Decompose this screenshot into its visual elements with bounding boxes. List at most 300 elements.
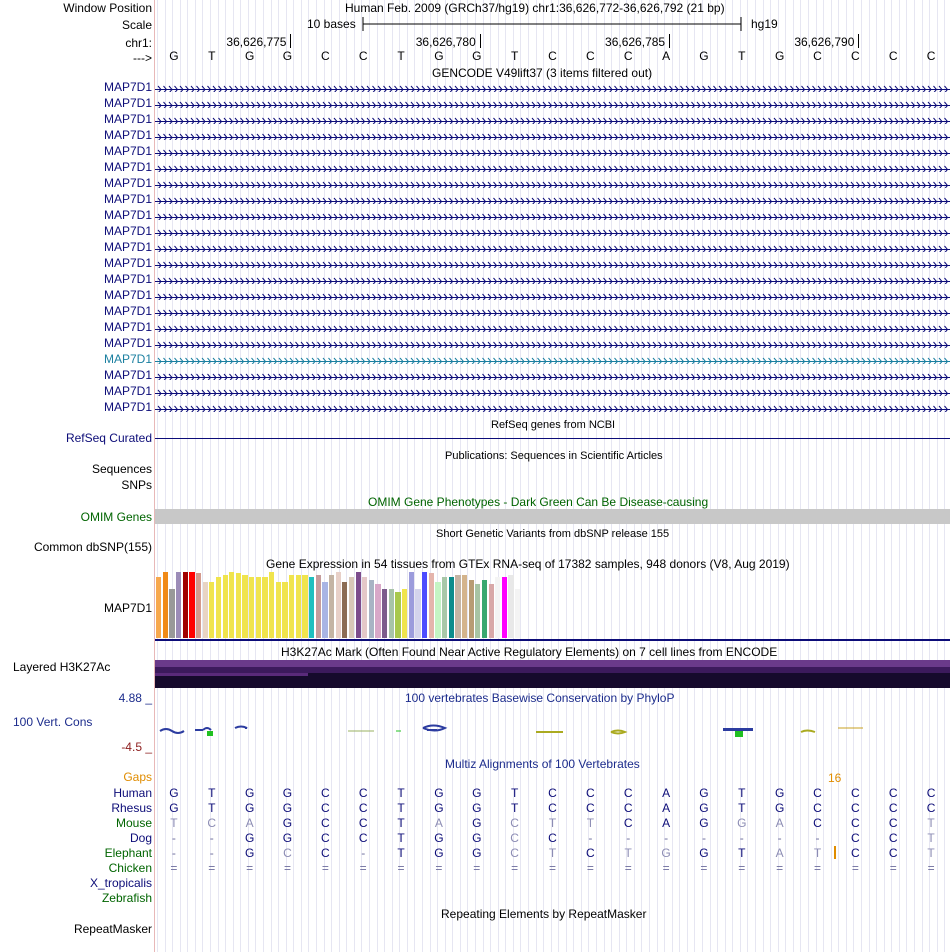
alignment-base: C — [586, 786, 595, 800]
gtex-tissue-bar[interactable] — [176, 572, 181, 638]
gencode-transcript[interactable] — [155, 115, 950, 124]
alignment-base: G — [699, 801, 709, 815]
gencode-transcript[interactable] — [155, 195, 950, 204]
gtex-bars[interactable] — [155, 572, 950, 638]
chrom-label: chr1: — [125, 36, 152, 50]
gtex-tissue-bar[interactable] — [289, 575, 294, 638]
gtex-tissue-bar[interactable] — [422, 572, 427, 638]
gridline — [271, 0, 272, 952]
gencode-gene-label[interactable]: MAP7D1 — [103, 368, 152, 382]
refseq-title: RefSeq genes from NCBI — [491, 419, 616, 431]
gridline — [233, 0, 234, 952]
species-label[interactable]: Dog — [129, 831, 152, 845]
alignment-base: G — [472, 801, 482, 815]
species-label[interactable]: Zebrafish — [101, 891, 152, 905]
alignment-base: C — [358, 786, 368, 800]
sequence-base: C — [851, 49, 860, 63]
alignment-base: C — [320, 846, 330, 860]
gtex-tissue-bar[interactable] — [508, 575, 513, 638]
sequence-base: G — [472, 49, 482, 63]
alignment-base: T — [397, 846, 405, 860]
publications-sequences-label[interactable]: Sequences — [91, 462, 152, 476]
alignment-base: - — [588, 831, 593, 845]
gencode-gene-label[interactable]: MAP7D1 — [103, 272, 152, 286]
repeatmasker-title: Repeating Elements by RepeatMasker — [441, 907, 647, 921]
alignment-base: C — [320, 816, 330, 830]
alignment-base: T — [170, 816, 178, 830]
alignment-base: T — [927, 816, 935, 830]
alignment-base: C — [623, 786, 633, 800]
species-label[interactable]: Rhesus — [111, 801, 152, 815]
alignment-base: = — [397, 861, 405, 875]
gencode-gene-label[interactable]: MAP7D1 — [103, 224, 152, 238]
gridline — [694, 0, 695, 952]
gencode-gene-label[interactable]: MAP7D1 — [103, 240, 152, 254]
alignment-base: C — [813, 816, 822, 830]
gridline — [679, 0, 680, 952]
h3k27ac-signal[interactable] — [155, 660, 950, 688]
alignment-base: = — [814, 861, 822, 875]
alignment-base: T — [738, 846, 746, 860]
h3k27ac-title: H3K27Ac Mark (Often Found Near Active Regulatory Elements) on 7 cell lines from ENCODE — [281, 645, 778, 659]
alignment-base: G — [661, 846, 671, 860]
gencode-transcript[interactable] — [155, 403, 950, 412]
alignment-base: A — [662, 786, 671, 800]
refseq-line[interactable] — [155, 438, 950, 439]
alignment-base: G — [472, 816, 482, 830]
gridline — [157, 0, 158, 952]
gencode-gene-label[interactable]: MAP7D1 — [103, 112, 152, 126]
alignment-base: C — [851, 831, 860, 845]
gtex-tissue-bar[interactable] — [482, 580, 487, 638]
gtex-tissue-bar[interactable] — [489, 584, 494, 638]
refseq-label[interactable]: RefSeq Curated — [65, 431, 152, 445]
gtex-tissue-bar[interactable] — [382, 589, 387, 639]
alignment-base: T — [586, 816, 595, 830]
gencode-gene-label[interactable]: MAP7D1 — [103, 336, 152, 350]
gridline — [944, 0, 945, 952]
sequence-base: C — [320, 49, 330, 63]
alignment-base: C — [358, 831, 368, 845]
alignment-base: = — [586, 861, 594, 875]
gridline — [377, 0, 378, 952]
gridline — [422, 0, 423, 952]
alignment-base: G — [282, 786, 293, 800]
gtex-tissue-bar[interactable] — [375, 584, 380, 638]
sequence-base: T — [510, 49, 519, 63]
gencode-gene-label[interactable]: MAP7D1 — [103, 96, 152, 110]
gencode-gene-label[interactable]: MAP7D1 — [103, 256, 152, 270]
sequence-base: G — [699, 49, 709, 63]
gtex-tissue-bar[interactable] — [236, 573, 241, 638]
alignment-base: = — [548, 861, 556, 875]
alignment-base: T — [397, 831, 405, 845]
gridline — [490, 0, 491, 952]
alignment-base: C — [888, 846, 898, 860]
alignment-base: A — [245, 816, 254, 830]
gridline — [414, 0, 415, 952]
alignment-base: G — [434, 831, 444, 845]
gtex-tissue-bar[interactable] — [449, 577, 454, 638]
gencode-transcript[interactable] — [155, 371, 950, 380]
alignment-base: G — [244, 831, 255, 845]
alignment-base: = — [624, 861, 632, 875]
gtex-tissue-bar[interactable] — [229, 572, 234, 638]
gencode-gene-label[interactable]: MAP7D1 — [103, 288, 152, 302]
gtex-tissue-bar[interactable] — [163, 572, 168, 638]
omim-label[interactable]: OMIM Genes — [80, 510, 152, 524]
alignment-base: G — [699, 846, 709, 860]
gencode-gene-label[interactable]: MAP7D1 — [103, 352, 152, 366]
gtex-tissue-bar[interactable] — [515, 589, 520, 639]
gridline — [800, 0, 801, 952]
track-area[interactable] — [155, 0, 950, 952]
alignment-base: C — [283, 846, 292, 860]
gridline — [392, 0, 393, 952]
gridline — [498, 0, 499, 952]
gtex-tissue-bar[interactable] — [342, 582, 347, 638]
gtex-tissue-bar[interactable] — [429, 573, 434, 638]
gtex-tissue-bar[interactable] — [203, 582, 208, 638]
gtex-tissue-bar[interactable] — [415, 589, 420, 639]
gencode-gene-label[interactable]: MAP7D1 — [103, 80, 152, 94]
h3k27ac-label[interactable]: Layered H3K27Ac — [13, 660, 111, 674]
alignment-base: G — [774, 801, 785, 815]
alignment-base: = — [359, 861, 367, 875]
alignment-base: = — [700, 861, 708, 875]
gtex-tissue-bar[interactable] — [262, 577, 267, 638]
gridline — [543, 0, 544, 952]
gridline — [202, 0, 203, 952]
gtex-tissue-bar[interactable] — [389, 589, 394, 639]
alignment-base: T — [510, 786, 519, 800]
omim-bar[interactable] — [155, 509, 950, 524]
gtex-tissue-bar[interactable] — [216, 577, 221, 638]
gridline — [278, 0, 279, 952]
gtex-tissue-bar[interactable] — [475, 584, 480, 638]
gridline — [581, 0, 582, 952]
gtex-tissue-bar[interactable] — [322, 582, 327, 638]
alignment-base: - — [664, 831, 669, 845]
gap-marker — [834, 846, 836, 859]
scale-label: Scale — [121, 18, 152, 32]
gencode-transcript[interactable] — [155, 275, 950, 284]
gridline — [604, 0, 605, 952]
gtex-tissue-bar[interactable] — [169, 589, 174, 639]
gtex-tissue-bar[interactable] — [395, 592, 400, 638]
species-label[interactable]: Human — [113, 786, 152, 800]
gtex-tissue-bar[interactable] — [409, 572, 414, 638]
gtex-tissue-bar[interactable] — [316, 575, 321, 638]
sequence-base: C — [623, 49, 633, 63]
gtex-tissue-bar[interactable] — [336, 572, 341, 638]
gridline — [354, 0, 355, 952]
alignment-base: G — [472, 786, 482, 800]
sequence-base: T — [738, 49, 746, 63]
gencode-gene-label[interactable]: MAP7D1 — [103, 176, 152, 190]
alignment-base: T — [548, 846, 557, 860]
species-label[interactable]: Elephant — [104, 846, 152, 860]
cons-max-label: 4.88 _ — [118, 691, 152, 705]
gtex-tissue-bar[interactable] — [402, 589, 407, 639]
gridline — [725, 0, 726, 952]
phylop-track[interactable] — [155, 718, 950, 742]
gridline — [460, 0, 461, 952]
gridline — [430, 0, 431, 952]
alignment-base: C — [548, 801, 557, 815]
species-label[interactable]: Chicken — [108, 861, 152, 875]
dbsnp-label[interactable]: Common dbSNP(155) — [33, 540, 152, 554]
ruler-tick — [290, 34, 291, 48]
gtex-tissue-bar[interactable] — [196, 573, 201, 638]
alignment-base: G — [282, 831, 293, 845]
alignment-base: T — [738, 801, 746, 815]
alignment-base: G — [434, 801, 444, 815]
gridline — [467, 0, 468, 952]
gtex-tissue-bar[interactable] — [209, 582, 214, 638]
gtex-tissue-bar[interactable] — [223, 575, 228, 638]
alignment-base: A — [434, 816, 443, 830]
gencode-transcript[interactable] — [155, 243, 950, 252]
alignment-base: = — [283, 861, 291, 875]
alignment-base: = — [170, 861, 178, 875]
gridline — [611, 0, 612, 952]
gtex-tissue-bar[interactable] — [369, 580, 374, 638]
alignment-base: T — [813, 846, 822, 860]
gencode-transcript[interactable] — [155, 259, 950, 268]
ruler-tick — [858, 34, 859, 48]
gridline — [770, 0, 771, 952]
gtex-tissue-bar[interactable] — [356, 572, 361, 638]
gridline — [528, 0, 529, 952]
gridline — [687, 0, 688, 952]
alignment-base: C — [926, 801, 936, 815]
gtex-tissue-bar[interactable] — [349, 577, 354, 638]
gtex-title: Gene Expression in 54 tissues from GTEx RNA-seq of 17382 samples, 948 donors (V8, Aug 2019) — [266, 557, 790, 571]
alignment-base: G — [434, 846, 444, 860]
sequence-base: C — [888, 49, 898, 63]
gridline — [649, 0, 650, 952]
alignment-base: T — [738, 786, 746, 800]
gridline — [452, 0, 453, 952]
gridline — [316, 0, 317, 952]
cons-label[interactable]: 100 Vert. Cons — [13, 715, 93, 729]
alignment-base: A — [775, 846, 784, 860]
alignment-base: G — [434, 786, 444, 800]
species-label[interactable]: Mouse — [115, 816, 152, 830]
alignment-base: T — [397, 801, 405, 815]
gtex-tissue-bar[interactable] — [462, 575, 467, 638]
gencode-transcript[interactable] — [155, 387, 950, 396]
sequence-base: G — [169, 49, 179, 63]
alignment-base: C — [548, 831, 557, 845]
strand-label: ---> — [133, 51, 152, 65]
ruler-position: 36,626,780 — [415, 35, 476, 49]
gtex-tissue-bar[interactable] — [256, 577, 261, 638]
alignment-base: G — [282, 816, 293, 830]
gridline — [187, 0, 188, 952]
alignment-base: - — [209, 846, 214, 860]
gtex-label[interactable]: MAP7D1 — [103, 601, 152, 615]
gridline — [763, 0, 764, 952]
gtex-tissue-bar[interactable] — [522, 590, 527, 638]
gtex-tissue-bar[interactable] — [362, 577, 367, 638]
gencode-gene-label[interactable]: MAP7D1 — [103, 320, 152, 334]
alignment-base: G — [244, 786, 255, 800]
sequence-base: G — [774, 49, 785, 63]
gencode-gene-label[interactable]: MAP7D1 — [103, 384, 152, 398]
species-label[interactable]: X_tropicalis — [89, 876, 152, 890]
gridline — [906, 0, 907, 952]
alignment-base: C — [623, 801, 633, 815]
gridline — [619, 0, 620, 952]
alignment-base: - — [626, 831, 631, 845]
dbsnp-title: Short Genetic Variants from dbSNP release 155 — [436, 528, 670, 540]
gencode-gene-label[interactable]: MAP7D1 — [103, 160, 152, 174]
gencode-transcript[interactable] — [155, 307, 950, 316]
alignment-base: - — [209, 831, 214, 845]
alignment-base: = — [321, 861, 329, 875]
sequence-base: G — [244, 49, 255, 63]
alignment-base: - — [777, 831, 782, 845]
alignment-base: C — [623, 816, 633, 830]
browser-title: Human Feb. 2009 (GRCh37/hg19) chr1:36,626,772-36,626,792 (21 bp) — [345, 1, 725, 15]
gridline — [732, 0, 733, 952]
gencode-transcript[interactable] — [155, 211, 950, 220]
alignment-base: A — [662, 816, 671, 830]
alignment-base: = — [208, 861, 216, 875]
gridline — [838, 0, 839, 952]
gencode-title: GENCODE V49lift37 (3 items filtered out) — [432, 66, 653, 80]
gencode-transcript[interactable] — [155, 83, 950, 92]
gencode-transcript[interactable] — [155, 323, 950, 332]
alignment-base: A — [775, 816, 784, 830]
alignment-base: C — [888, 831, 898, 845]
gridline — [808, 0, 809, 952]
gtex-tissue-bar[interactable] — [455, 575, 460, 638]
gtex-tissue-bar[interactable] — [435, 582, 440, 638]
gtex-tissue-bar[interactable] — [296, 575, 301, 638]
gencode-transcript[interactable] — [155, 227, 950, 236]
gencode-gene-label[interactable]: MAP7D1 — [103, 304, 152, 318]
gridline — [884, 0, 885, 952]
gencode-gene-label[interactable]: MAP7D1 — [103, 400, 152, 414]
sequence-base: C — [586, 49, 595, 63]
gencode-transcript[interactable] — [155, 291, 950, 300]
gridline — [195, 0, 196, 952]
gridline — [308, 0, 309, 952]
alignment-base: - — [739, 831, 744, 845]
alignment-base: = — [473, 861, 481, 875]
gtex-tissue-bar[interactable] — [269, 572, 274, 638]
gencode-transcript[interactable] — [155, 339, 950, 348]
alignment-base: T — [397, 816, 405, 830]
alignment-base: = — [662, 861, 670, 875]
alignment-base: = — [246, 861, 254, 875]
sequence-base: A — [662, 49, 671, 63]
alignment-base: C — [888, 801, 898, 815]
gtex-tissue-bar[interactable] — [502, 577, 507, 638]
gtex-tissue-bar[interactable] — [282, 582, 287, 638]
alignment-base: G — [774, 786, 785, 800]
gridline — [346, 0, 347, 952]
alignment-base: T — [548, 816, 557, 830]
alignment-base: T — [927, 846, 935, 860]
sequence-base: T — [208, 49, 216, 63]
gencode-transcript[interactable] — [155, 163, 950, 172]
gencode-transcript[interactable] — [155, 147, 950, 156]
alignment-base: G — [244, 801, 255, 815]
gtex-tissue-bar[interactable] — [309, 577, 314, 638]
gtex-tissue-bar[interactable] — [442, 577, 447, 638]
gencode-gene-label[interactable]: MAP7D1 — [103, 128, 152, 142]
gtex-tissue-bar[interactable] — [156, 577, 161, 638]
gridline — [536, 0, 537, 952]
gtex-tissue-bar[interactable] — [469, 580, 474, 638]
alignment-base: = — [776, 861, 784, 875]
publications-snps-label[interactable]: SNPs — [121, 478, 152, 492]
gencode-transcript[interactable] — [155, 179, 950, 188]
gencode-transcript[interactable] — [155, 131, 950, 140]
alignment-base: G — [472, 846, 482, 860]
multiz-title: Multiz Alignments of 100 Vertebrates — [445, 757, 640, 771]
gtex-tissue-bar[interactable] — [249, 577, 254, 638]
alignment-base: C — [888, 786, 898, 800]
gencode-gene-label[interactable]: MAP7D1 — [103, 192, 152, 206]
gtex-tissue-bar[interactable] — [302, 575, 307, 638]
alignment-base: C — [510, 846, 519, 860]
alignment-base: C — [813, 801, 822, 815]
gridline — [165, 0, 166, 952]
gridline — [831, 0, 832, 952]
gtex-tissue-bar[interactable] — [183, 572, 188, 638]
alignment-base: C — [926, 786, 936, 800]
gtex-tissue-bar[interactable] — [242, 575, 247, 638]
sequence-base: T — [397, 49, 405, 63]
gridline — [641, 0, 642, 952]
alignment-base: = — [889, 861, 897, 875]
gencode-transcript[interactable] — [155, 99, 950, 108]
alignment-base: C — [851, 786, 860, 800]
alignment-base: = — [435, 861, 443, 875]
gridline — [755, 0, 756, 952]
gtex-tissue-bar[interactable] — [495, 577, 500, 638]
gridline — [225, 0, 226, 952]
ruler-tick — [480, 34, 481, 48]
scale-bar — [362, 16, 742, 32]
gencode-gene-label[interactable]: MAP7D1 — [103, 144, 152, 158]
gtex-tissue-bar[interactable] — [276, 582, 281, 638]
gridline — [339, 0, 340, 952]
ruler-tick — [669, 34, 670, 48]
alignment-base: T — [624, 846, 632, 860]
gridline — [876, 0, 877, 952]
sequence-base: C — [813, 49, 822, 63]
gencode-transcript[interactable] — [155, 355, 950, 364]
alignment-base: A — [662, 801, 671, 815]
gridline — [922, 0, 923, 952]
alignment-base: C — [813, 786, 822, 800]
alignment-base: = — [927, 861, 935, 875]
gencode-gene-label[interactable]: MAP7D1 — [103, 208, 152, 222]
h3k27ac-layer-1 — [155, 660, 950, 667]
gtex-tissue-bar[interactable] — [189, 572, 194, 638]
repeatmasker-label[interactable]: RepeatMasker — [73, 922, 152, 936]
ruler-position: 36,626,775 — [226, 35, 287, 49]
alignment-base: - — [171, 846, 176, 860]
gtex-tissue-bar[interactable] — [329, 575, 334, 638]
scale-text: 10 bases — [307, 17, 356, 31]
